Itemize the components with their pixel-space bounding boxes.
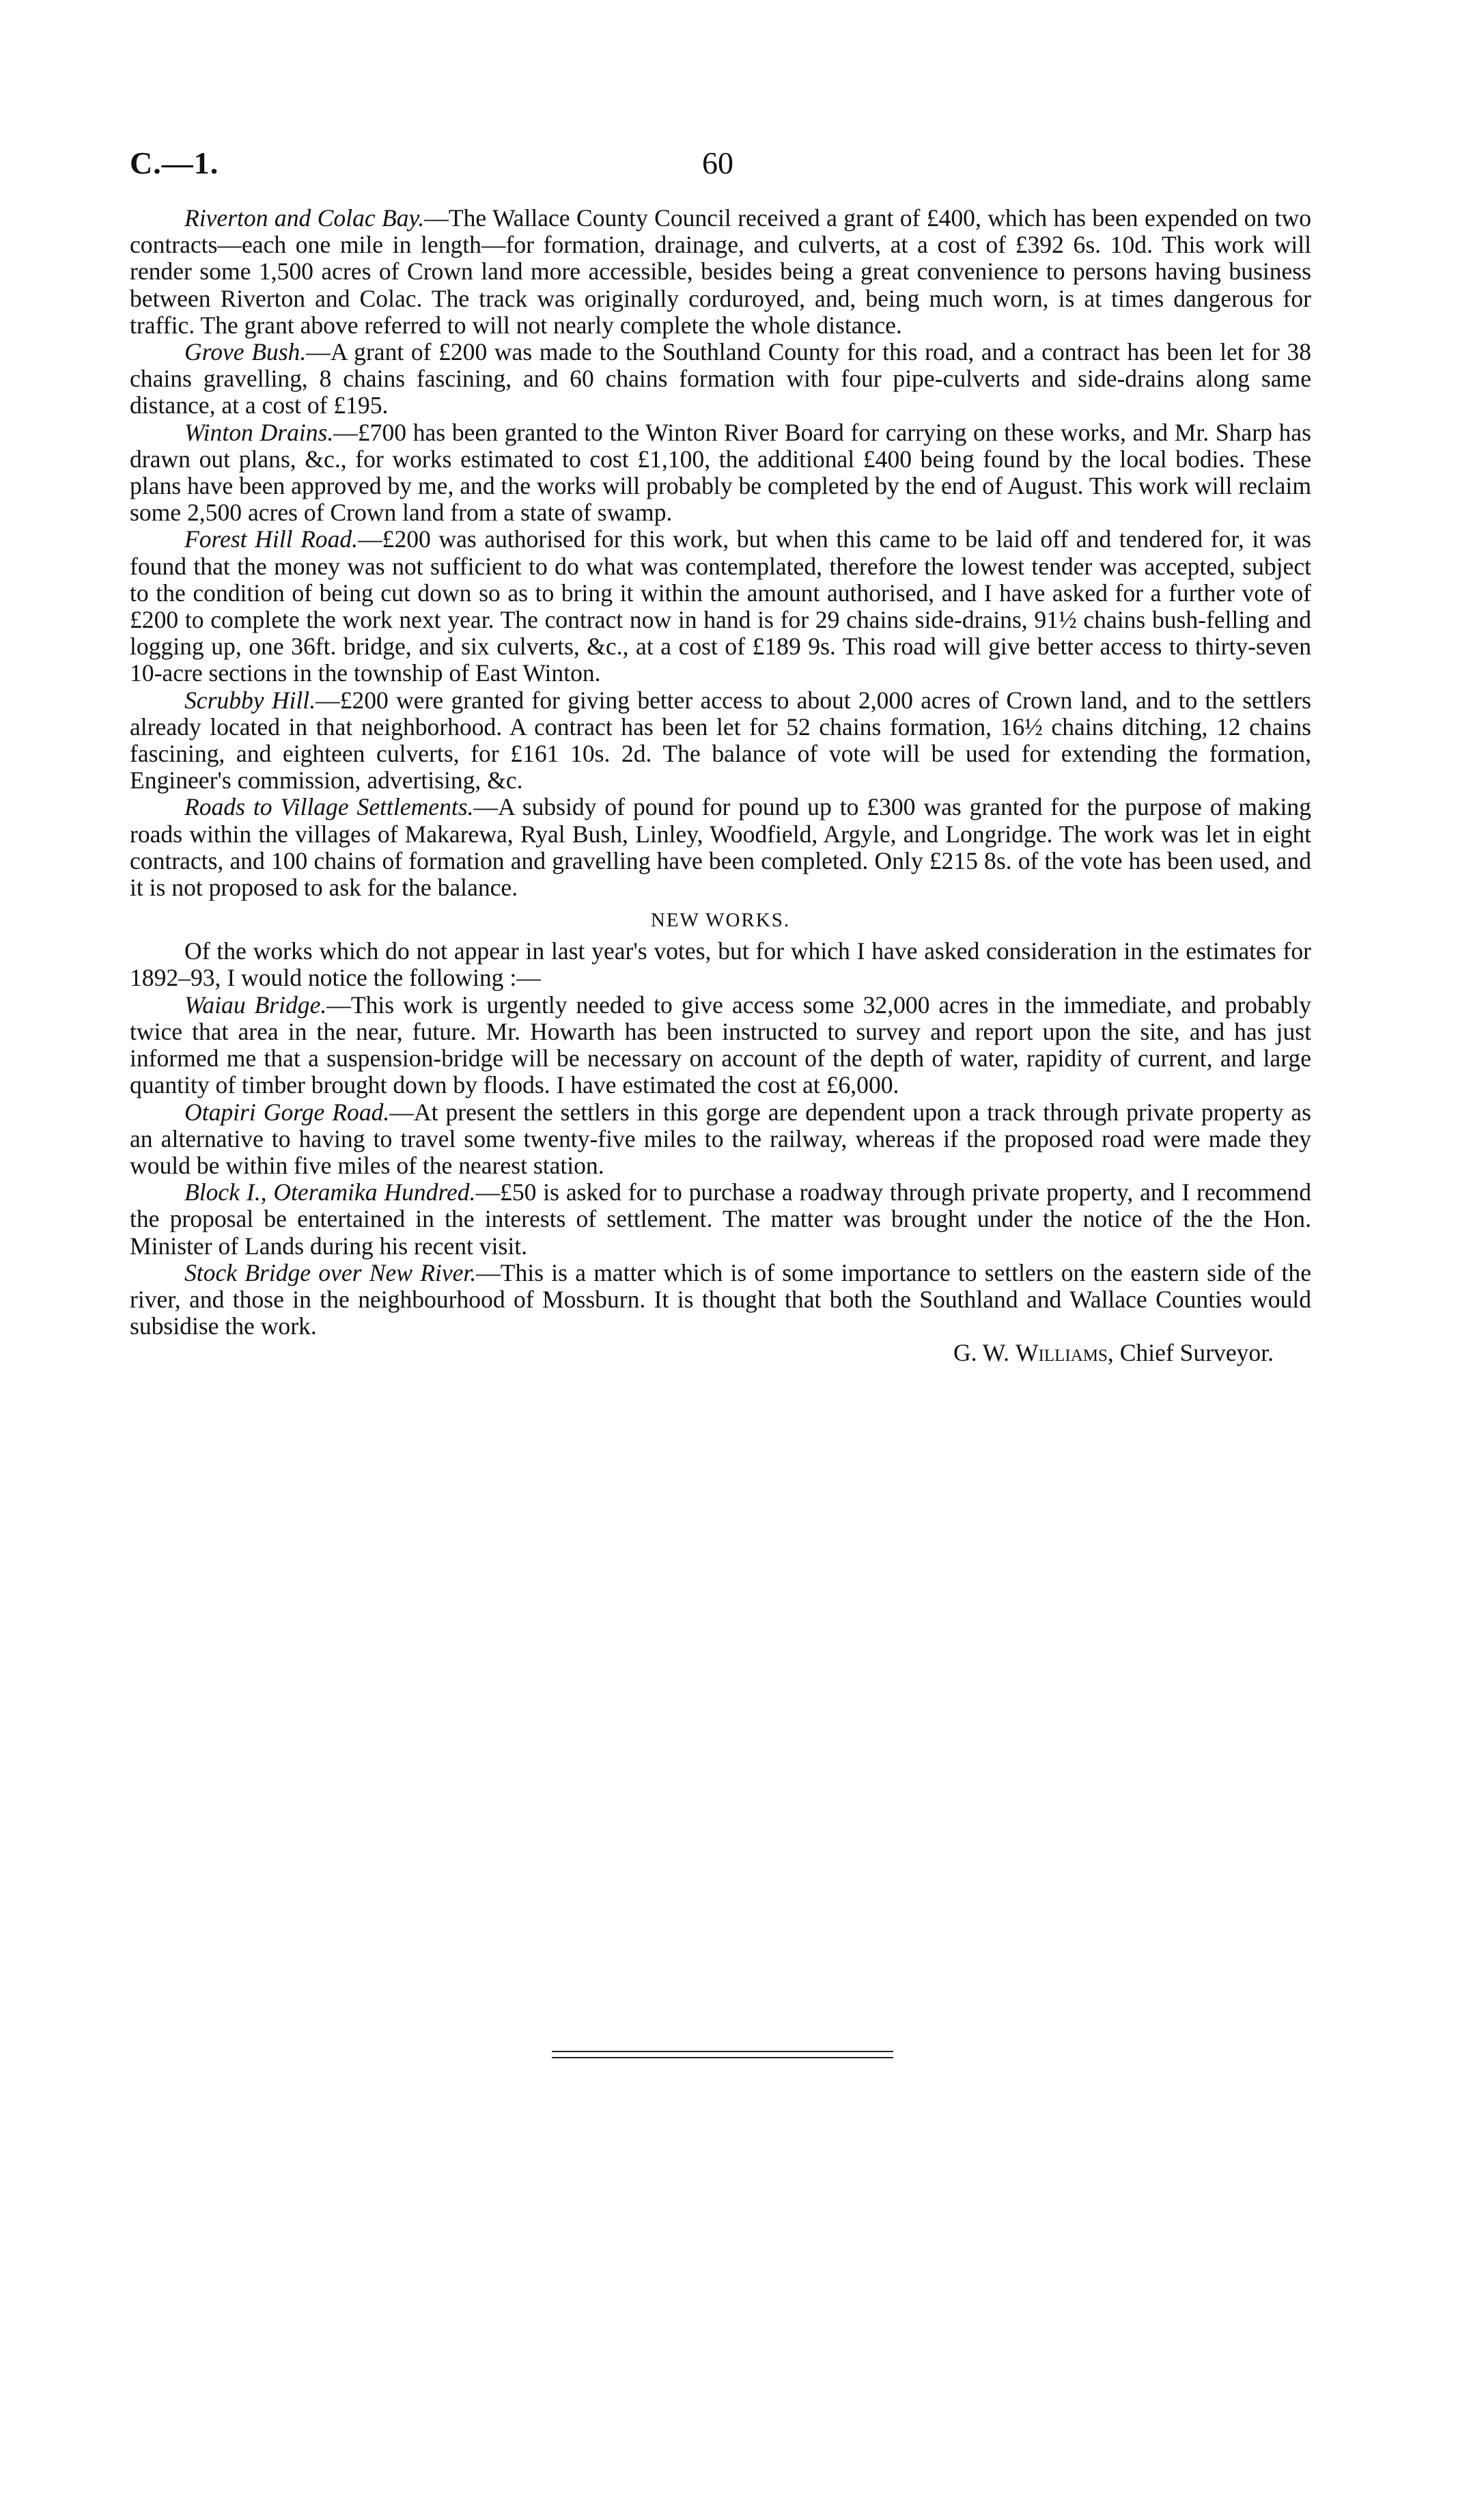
page-header	[0, 145, 1484, 186]
section-heading-new-works: NEW WORKS.	[650, 909, 791, 932]
page-number: 60	[702, 146, 733, 180]
paragraph-text: —£200 was authorised for this work, but when this came to be laid off and tendered for, it was found that the money was not sufficient to do what was contemplated, therefore the lowest tender was accepted, subject to the condition of being cut down so as to bring it within the amount authorised, and I have asked for a further vote of £200 to complete the work next year. The contract now in hand is for 29 chains side-drains, 91½ chains bush-felling and logging up, one 36ft. bridge, and six culverts, &c., at a cost of £189 9s. This road will give better access to thirty-seven 10-acre sections in the township of East Winton.	[130, 525, 1312, 687]
paragraph-scrubby-hill	[130, 687, 1311, 794]
signature	[130, 1340, 1311, 1366]
paragraph-lead: Otapiri Gorge Road.	[184, 1098, 390, 1126]
paragraph-text: —This is a matter which is of some importance to settlers on the eastern side of the river, and those in the neighbourhood of Mossburn. It is thought that both the Southland and Wallace Counties would subsidise the work.	[130, 1258, 1311, 1340]
paragraph-lead: Scrubby Hill.	[184, 686, 316, 714]
paragraph-lead: Block I., Oteramika Hundred.	[184, 1178, 476, 1206]
paragraph-text: —£50 is asked for to purchase a roadway through private property, and I recommend the proposal be entertained in the interests of settlement. The matter was brought under the notice of the the Hon. Minister of Lands during his recent visit.	[130, 1178, 1311, 1260]
paragraph-lead: Grove Bush.	[184, 338, 307, 366]
paragraph-grove-bush	[130, 339, 1311, 419]
paragraph-text: —£200 were granted for giving better access to about 2,000 acres of Crown land, and to the settlers already located in that neighborhood. A contract has been let for 52 chains formation, 16½ chains ditching, 12 chains fascining, and eighteen culverts, for £161 10s. 2d. The balance of vote will be used for extending the formation, Engineer's commission, advertising, &c.	[130, 686, 1311, 794]
paragraph-text: —The Wallace County Council received a grant of £400, which has been expended on two contracts—each one mile in length—for formation, drainage, and culverts, at a cost of £392 6s. 10d. This work will render some 1,500 acres of Crown land more accessible, besides being a great convenience to persons having business between Riverton and Colac. The track was originally corduroyed, and, being much worn, is at times dangerous for traffic. The grant above referred to will not nearly complete the whole distance.	[130, 204, 1311, 339]
signature-initials: G. W.	[953, 1339, 1010, 1367]
paragraph-lead: Riverton and Colac Bay.	[184, 204, 425, 232]
paragraph-waiau-bridge	[130, 992, 1311, 1099]
paragraph-lead: Forest Hill Road.	[184, 525, 359, 553]
paragraph-lead: Roads to Village Settlements.	[184, 793, 474, 821]
paragraph-forest-hill-road	[130, 526, 1311, 687]
paragraph-riverton-colac-bay	[130, 205, 1311, 339]
paragraph-lead: Winton Drains.	[184, 418, 334, 446]
paragraph-text: —£700 has been granted to the Winton River Board for carrying on these works, and Mr. Sharp has drawn out plans, &c., for works estimated to cost £1,100, the additional £400 being found by the local bodies. These plans have been approved by me, and the works will probably be completed by the end of August. This work will reclaim some 2,500 acres of Crown land from a state of swamp.	[130, 418, 1311, 527]
document-code: C.—1.	[130, 146, 219, 180]
paragraph-text: —A subsidy of pound for pound up to £300 was granted for the purpose of making roads within the villages of Makarewa, Ryal Bush, Linley, Woodfield, Argyle, and Longridge. The work was let in eight contracts, and 100 chains of formation and gravelling have been completed. Only £215 8s. of the vote has been used, and it is not proposed to ask for the balance.	[130, 793, 1311, 902]
paragraph-stock-bridge-new-river	[130, 1260, 1311, 1340]
closing-double-rule	[552, 2051, 893, 2059]
paragraph-lead: Stock Bridge over New River.	[184, 1258, 477, 1286]
signature-surname: Williams	[1015, 1339, 1108, 1367]
signature-title: , Chief Surveyor.	[1107, 1339, 1274, 1367]
closing-rule-bottom	[552, 2057, 893, 2058]
paragraph-text: —A grant of £200 was made to the Southland County for this road, and a contract has been let for 38 chains gravelling, 8 chains fascining, and 60 chains formation with four pipe-culverts and side-drains along same distance, at a cost of £195.	[130, 338, 1311, 419]
closing-rule-top	[552, 2051, 893, 2052]
paragraph-otapiri-gorge-road	[130, 1099, 1311, 1180]
paragraph-block-oteramika-hundred	[130, 1179, 1311, 1260]
report-body	[130, 205, 1311, 1367]
paragraph-text: —At present the settlers in this gorge are dependent upon a track through private property as an alternative to having to travel some twenty-five miles to the railway, whereas if the proposed road were made they would be within five miles of the nearest station.	[130, 1098, 1311, 1179]
paragraph-text: —This work is urgently needed to give access some 32,000 acres in the immediate, and probably twice that area in the near, future. Mr. Howarth has been instructed to survey and report upon the site, and has just informed me that a suspension-bridge will be necessary on account of the depth of water, rapidity of current, and large quantity of timber brought down by floods. I have estimated the cost at £6,000.	[130, 991, 1312, 1099]
paragraph-lead: Waiau Bridge.	[184, 991, 327, 1019]
paragraph-new-works-intro: Of the works which do not appear in last year's votes, but for which I have asked consideration in the estimates for 1892–93, I would notice the following :—	[130, 937, 1311, 992]
paragraph-winton-drains	[130, 419, 1311, 527]
paragraph-roads-to-village-settlements	[130, 794, 1311, 901]
